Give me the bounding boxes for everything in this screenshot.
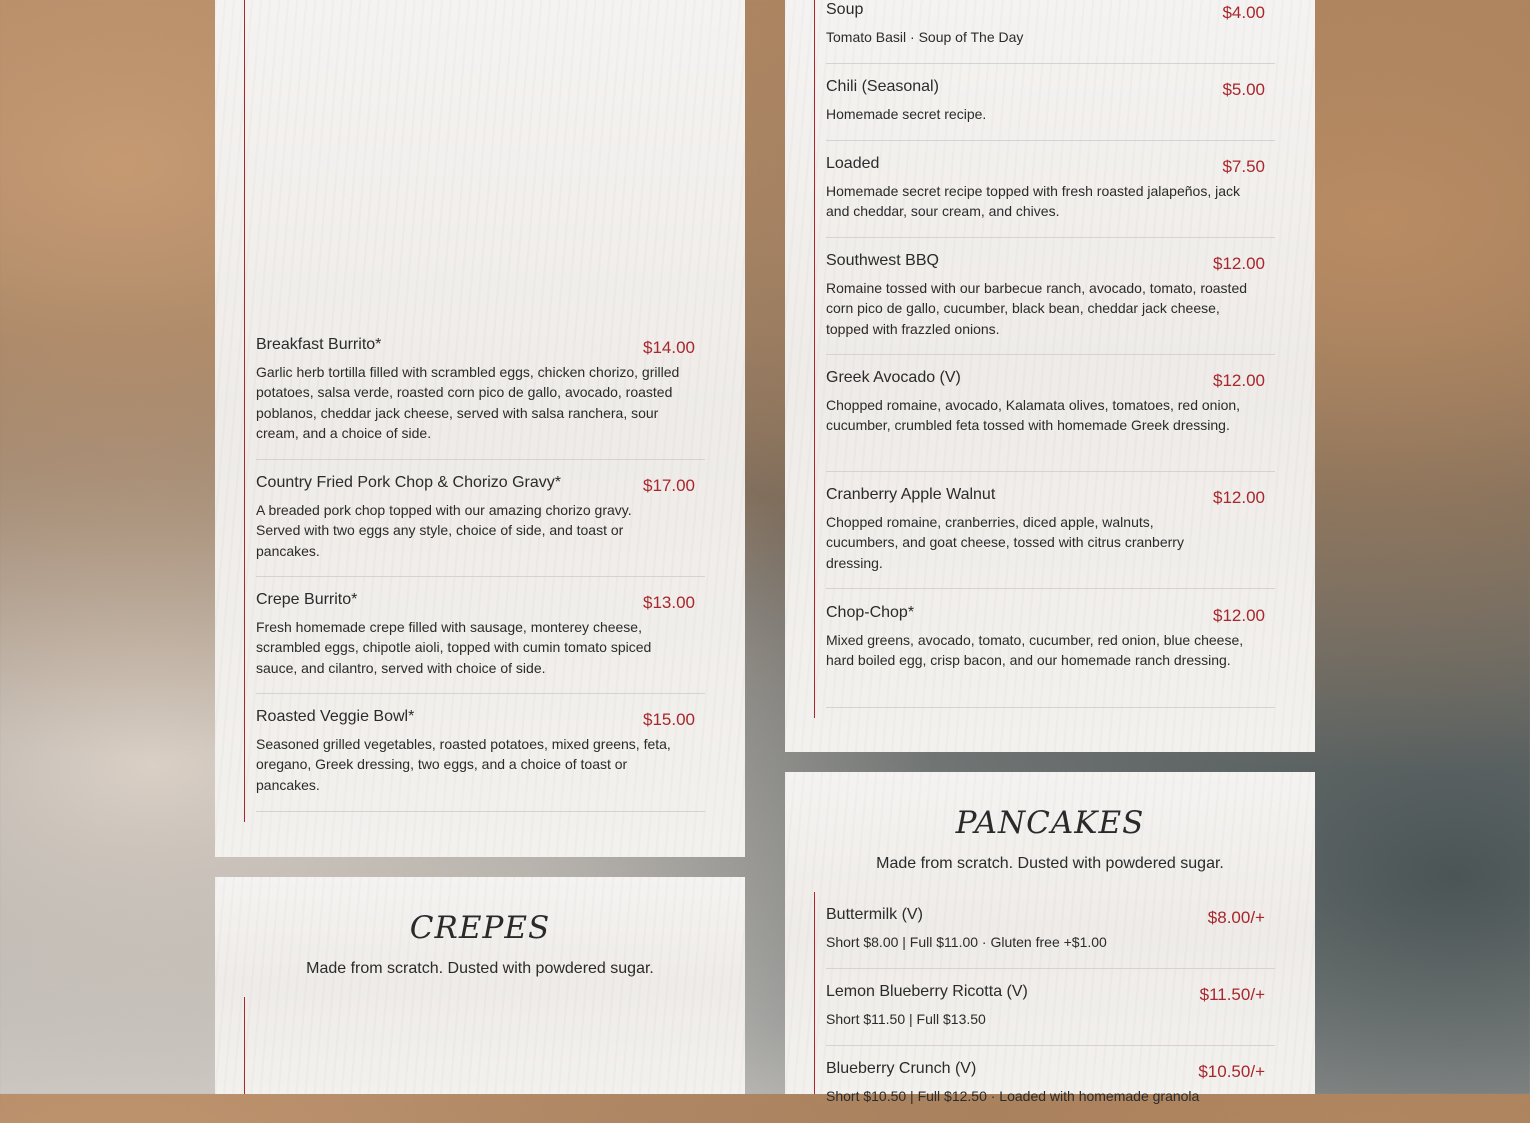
- menu-item-description: Short $10.50 | Full $12.50 · Loaded with homemade granola: [826, 1088, 1200, 1104]
- menu-item-description: Seasoned grilled vegetables, roasted potatoes, mixed greens, feta, oregano, Greek dressing, two eggs, and a choice of toast or pancakes.: [256, 736, 671, 793]
- menu-item-description: Mixed greens, avocado, tomato, cucumber, red onion, blue cheese, hard boiled egg, crisp bacon, and our homemade ranch dressing.: [826, 632, 1244, 669]
- menu-item-name: Buttermilk (V): [826, 906, 923, 923]
- section-accent-line: [814, 0, 815, 718]
- menu-item-price: $5.00: [1222, 80, 1265, 99]
- item-divider: [826, 471, 1275, 472]
- menu-item-description: Homemade secret recipe.: [826, 106, 987, 122]
- pancakes-panel: [785, 772, 1315, 1104]
- menu-item[interactable]: [256, 591, 705, 694]
- item-divider: [826, 237, 1275, 238]
- menu-item[interactable]: [256, 336, 705, 460]
- menu-item-description: Tomato Basil · Soup of The Day: [826, 29, 1024, 45]
- menu-item-price: $14.00: [643, 338, 695, 357]
- breakfast-panel: [215, 0, 745, 857]
- item-divider: [256, 693, 705, 694]
- section-subtitle: Made from scratch. Dusted with powdered sugar.: [876, 855, 1224, 872]
- menu-item-name: Cranberry Apple Walnut: [826, 486, 996, 503]
- menu-item-description: Chopped romaine, cranberries, diced apple, walnuts, cucumbers, and goat cheese, tossed with citrus cranberry dressing.: [826, 514, 1184, 571]
- section-subtitle: Made from scratch. Dusted with powdered sugar.: [306, 960, 654, 977]
- menu-item-price: $8.00/+: [1207, 908, 1265, 927]
- menu-item-price: $10.50/+: [1198, 1062, 1265, 1081]
- menu-item-name: Country Fried Pork Chop & Chorizo Gravy*: [256, 474, 561, 491]
- menu-item[interactable]: [826, 486, 1275, 589]
- menu-item-price: $15.00: [643, 710, 695, 729]
- menu-item-price: $4.00: [1222, 3, 1265, 22]
- item-divider: [256, 576, 705, 577]
- menu-item-price: $11.50/+: [1199, 985, 1265, 1004]
- item-divider: [826, 63, 1275, 64]
- menu-item[interactable]: [826, 983, 1275, 1046]
- menu-item-description: Chopped romaine, avocado, Kalamata olives, tomatoes, red onion, cucumber, crumbled feta tossed with homemade Greek dressing.: [826, 397, 1241, 434]
- item-divider: [256, 459, 705, 460]
- menu-item-description: Garlic herb tortilla filled with scrambled eggs, chicken chorizo, grilled potatoes, salsa verde, roasted corn pico de gallo, avocado, roasted poblanos, cheddar jack cheese, served with salsa ranchera, sour cream, and a choice of side.: [256, 364, 680, 441]
- menu-item-name: Breakfast Burrito*: [256, 336, 382, 353]
- menu-item[interactable]: [826, 906, 1275, 969]
- crepes-panel: [215, 877, 745, 1094]
- menu-item-price: $12.00: [1213, 606, 1265, 625]
- menu-item-price: $17.00: [643, 476, 695, 495]
- item-divider: [826, 707, 1275, 708]
- section-title: PANCAKES: [955, 805, 1145, 841]
- menu-item-name: Chop-Chop*: [826, 604, 915, 621]
- item-divider: [826, 1045, 1275, 1046]
- item-divider: [256, 811, 705, 812]
- menu-item-description: Romaine tossed with our barbecue ranch, avocado, tomato, roasted corn pico de gallo, cucumber, black bean, cheddar jack cheese, topped with frazzled onions.: [826, 280, 1248, 337]
- menu-item[interactable]: [826, 604, 1275, 708]
- menu-item-description: Fresh homemade crepe filled with sausage, monterey cheese, scrambled eggs, chipotle aioli, topped with cumin tomato spiced sauce, and cilantro, served with choice of side.: [256, 619, 652, 676]
- menu-item-name: Blueberry Crunch (V): [826, 1060, 977, 1077]
- menu-item-name: Chili (Seasonal): [826, 78, 939, 95]
- item-divider: [826, 588, 1275, 589]
- menu-item[interactable]: [826, 155, 1275, 238]
- menu-item-price: $13.00: [643, 593, 695, 612]
- menu-item-name: Roasted Veggie Bowl*: [256, 708, 415, 725]
- menu-item[interactable]: [826, 369, 1275, 472]
- section-accent-line: [244, 997, 245, 1094]
- menu-item-description: Short $11.50 | Full $13.50: [826, 1011, 986, 1027]
- menu-item[interactable]: [826, 252, 1275, 355]
- menu-item-name: Loaded: [826, 155, 880, 172]
- menu-item-description: Homemade secret recipe topped with fresh roasted jalapeños, jack and cheddar, sour cream, and chives.: [826, 183, 1240, 220]
- section-accent-line: [814, 892, 815, 1094]
- menu-item-price: $12.00: [1213, 254, 1265, 273]
- menu-item-description: A breaded pork chop topped with our amazing chorizo gravy. Served with two eggs any style, choice of side, and toast or pancakes.: [256, 502, 632, 559]
- menu-item-description: Short $8.00 | Full $11.00 · Gluten free +$1.00: [826, 934, 1107, 950]
- menu-item-price: $7.50: [1222, 157, 1265, 176]
- menu-item-name: Southwest BBQ: [826, 252, 939, 269]
- soups-salads-panel: [785, 0, 1315, 752]
- section-accent-line: [244, 0, 245, 822]
- menu-item-name: Greek Avocado (V): [826, 369, 961, 386]
- item-divider: [826, 140, 1275, 141]
- menu-item-name: Crepe Burrito*: [256, 591, 358, 608]
- item-divider: [826, 968, 1275, 969]
- section-title: CREPES: [409, 910, 551, 946]
- menu-item-price: $12.00: [1213, 371, 1265, 390]
- menu-item[interactable]: [826, 78, 1275, 141]
- menu-item[interactable]: [826, 1060, 1275, 1123]
- item-divider: [826, 354, 1275, 355]
- menu-item-price: $12.00: [1213, 488, 1265, 507]
- menu-item[interactable]: [826, 1, 1275, 64]
- menu-item-name: Soup: [826, 1, 864, 18]
- menu-item[interactable]: [256, 708, 705, 812]
- menu-item[interactable]: [256, 474, 705, 577]
- menu-item-name: Lemon Blueberry Ricotta (V): [826, 983, 1028, 1000]
